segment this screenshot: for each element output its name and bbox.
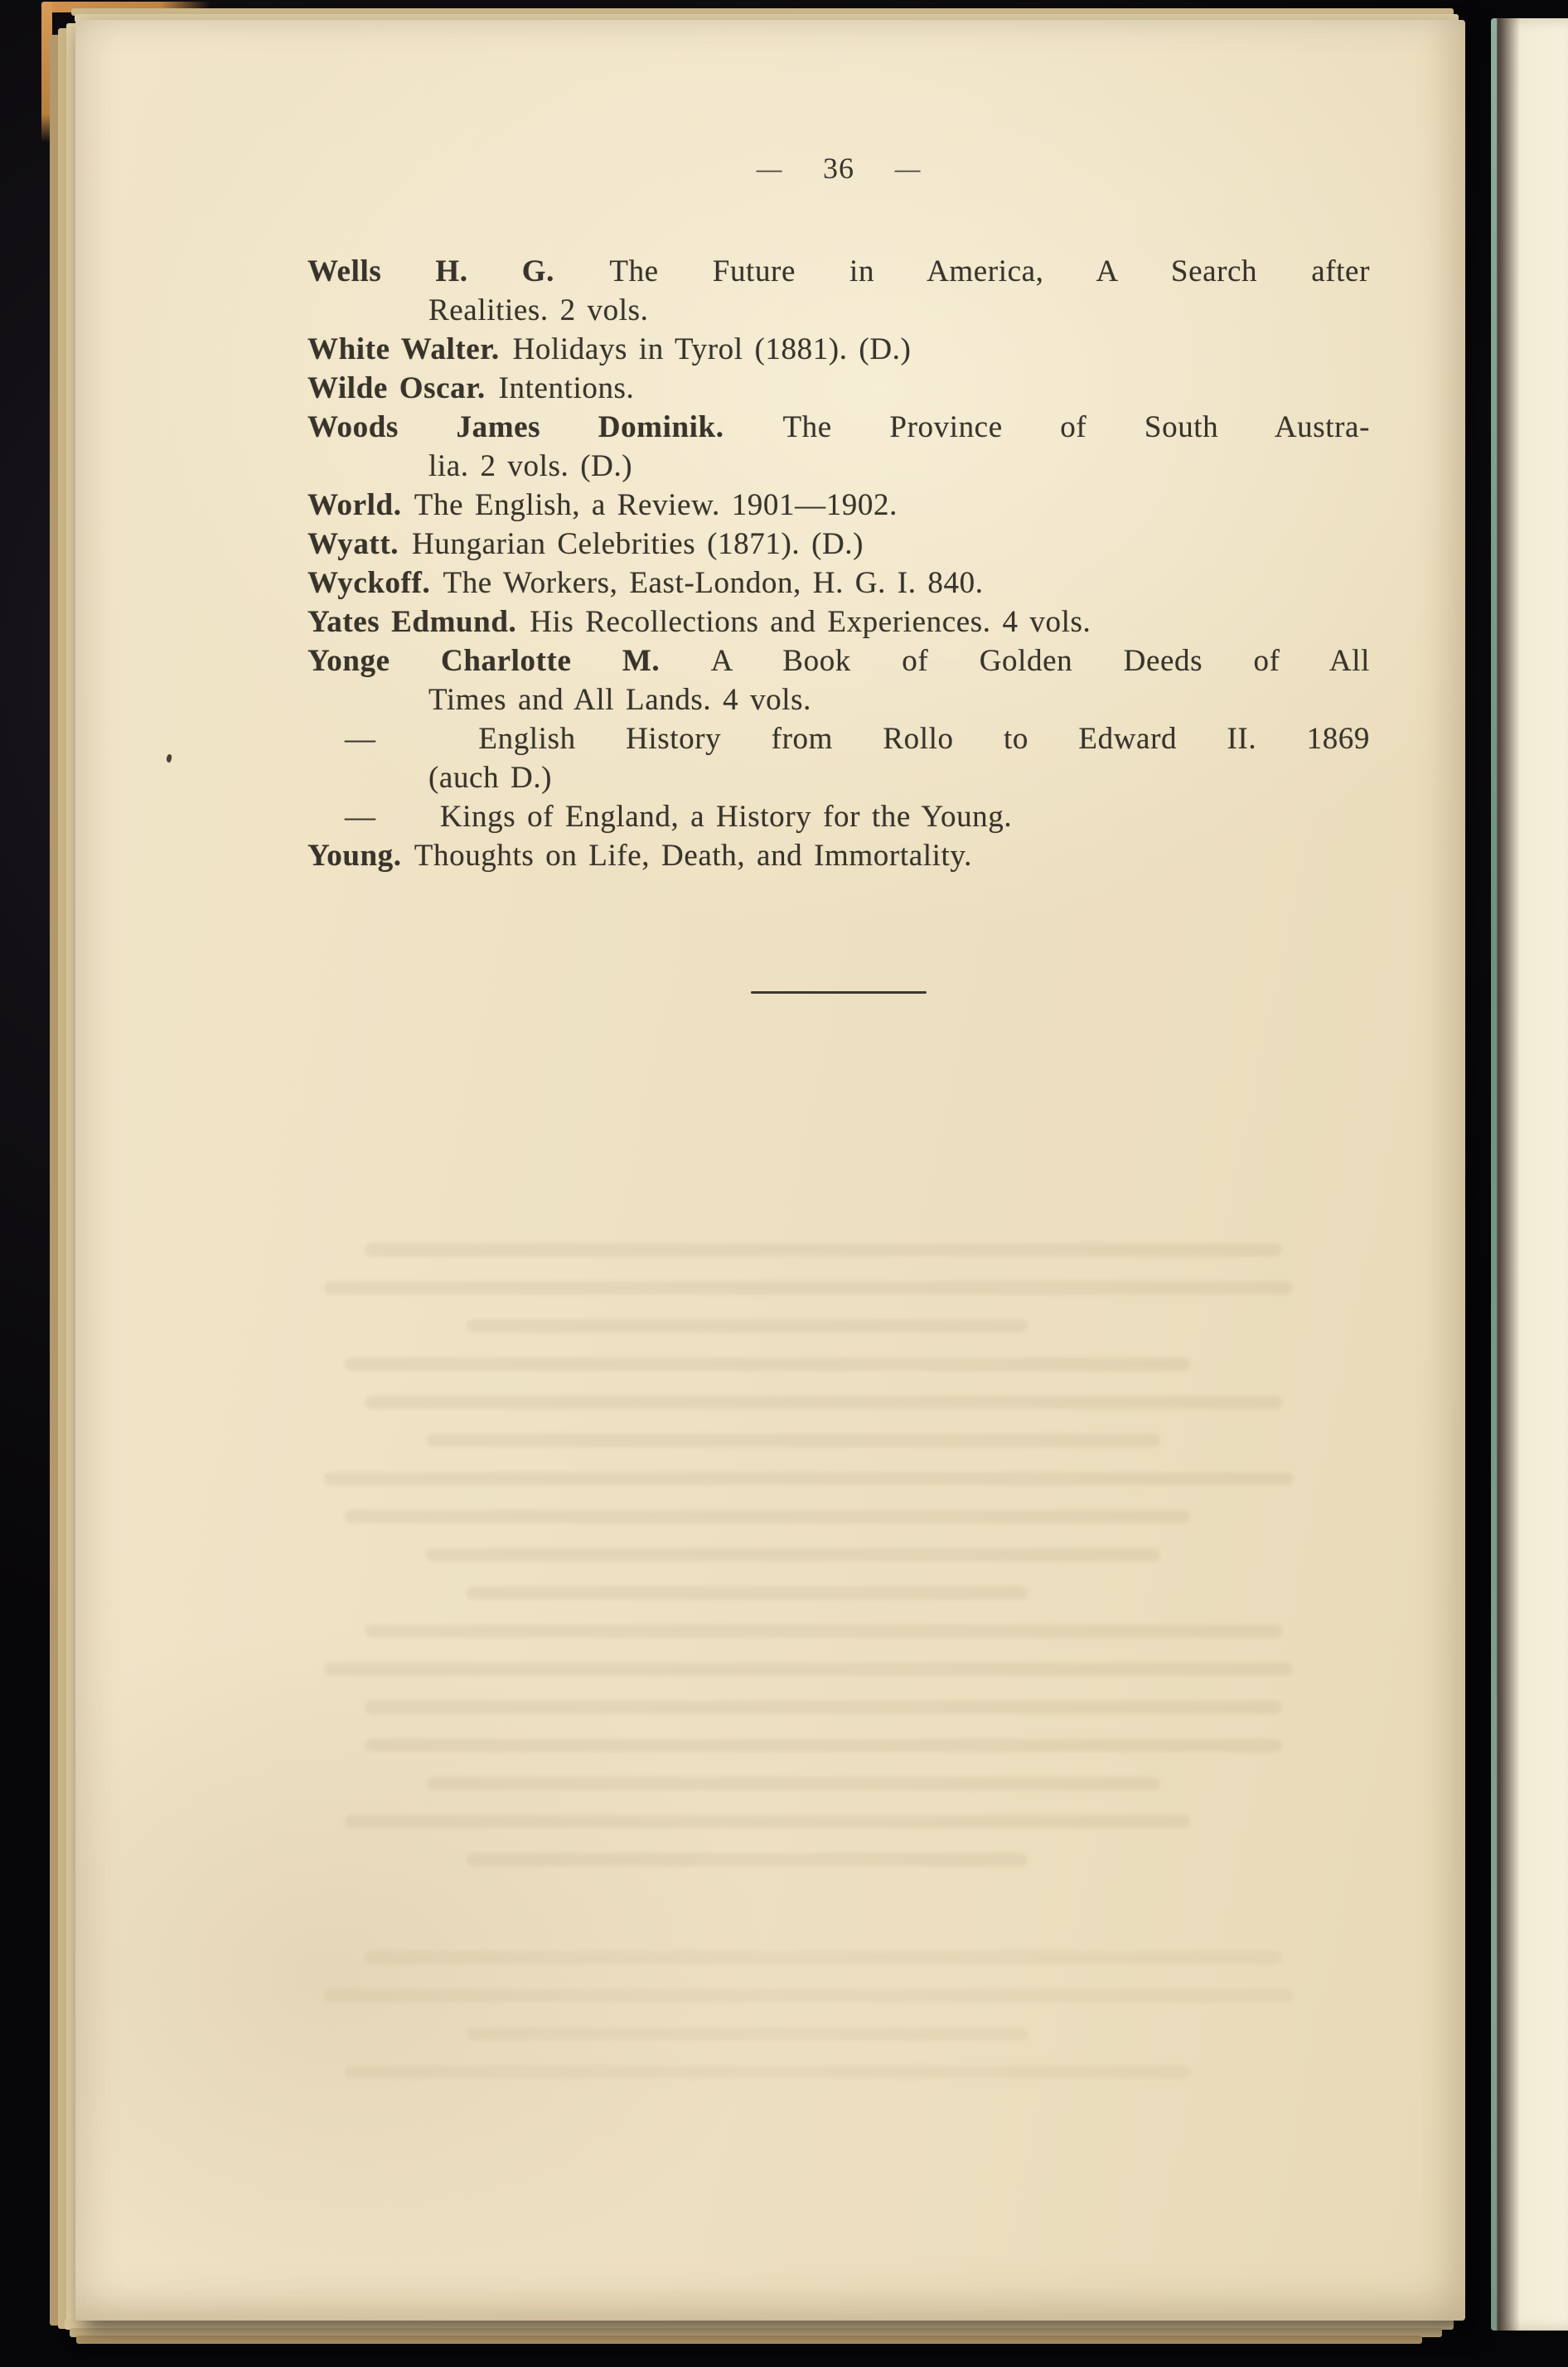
entry-line — [307, 486, 1370, 525]
entry-author: Wilde Oscar. — [307, 371, 486, 405]
catalog-entry — [307, 330, 1370, 369]
entry-text: English History from Rollo to Edward II. 1869 — [428, 722, 1370, 756]
catalog-entry — [307, 369, 1370, 408]
catalog-entry — [307, 603, 1370, 641]
entry-author: Wyckoff. — [307, 566, 431, 600]
entry-author: White Walter. — [307, 332, 500, 366]
entry-text: The English, a Review. 1901—1902. — [403, 488, 898, 522]
page-number: 36 — [823, 152, 854, 185]
catalog-entry — [307, 797, 1370, 836]
entry-line — [345, 719, 1370, 758]
entry-text: (auch D.) — [428, 761, 553, 795]
entry-line — [307, 369, 1370, 408]
header-dash-right: — — [894, 152, 922, 185]
entry-line — [428, 291, 1370, 330]
catalog-entry — [307, 525, 1370, 564]
repeat-author-dash: — — [345, 722, 376, 756]
entry-text: Thoughts on Life, Death, and Immortality. — [403, 839, 972, 873]
header-dash-left: — — [756, 152, 783, 185]
entry-text: Kings of England, a History for the Young. — [428, 800, 1013, 834]
entry-list — [307, 252, 1370, 875]
catalog-entry — [307, 836, 1370, 875]
page-header — [307, 151, 1370, 186]
entry-author: Wells H. G. — [307, 254, 554, 288]
entry-text: Times and All Lands. 4 vols. — [428, 683, 811, 717]
catalog-entry — [307, 641, 1370, 719]
entry-line — [307, 603, 1370, 641]
entry-text: The Workers, East-London, H. G. I. 840. — [432, 566, 984, 600]
ink-speck — [166, 753, 172, 762]
entry-text: Holidays in Tyrol (1881). (D.) — [501, 332, 912, 366]
page-edge-bottom-3 — [76, 2336, 1422, 2344]
facing-page-edge — [1491, 18, 1568, 2331]
entry-author: Woods James Dominik. — [307, 410, 724, 444]
entry-line — [307, 525, 1370, 564]
repeat-author-dash: — — [345, 800, 376, 834]
entry-author: Yates Edmund. — [307, 605, 517, 639]
catalog-entry — [307, 408, 1370, 486]
entry-text: The Future in America, A Search after — [555, 254, 1371, 288]
entry-line — [307, 252, 1371, 291]
entry-text: lia. 2 vols. (D.) — [428, 449, 633, 483]
catalog-entry — [307, 486, 1370, 525]
entry-text: Hungarian Celebrities (1871). (D.) — [400, 527, 864, 561]
entry-line — [307, 330, 1370, 369]
catalog-entry — [307, 252, 1370, 330]
entry-text: His Recollections and Experiences. 4 vols. — [518, 605, 1091, 639]
catalog-entry — [307, 564, 1370, 603]
facing-page-teal-edge — [1491, 18, 1497, 2331]
catalog-entry — [307, 719, 1370, 797]
entry-author: Wyatt. — [307, 527, 399, 561]
entry-author: Young. — [307, 839, 402, 873]
entry-line — [307, 564, 1370, 603]
entry-author: Yonge Charlotte M. — [307, 644, 661, 678]
entry-line — [428, 680, 1370, 719]
entry-text: A Book of Golden Deeds of All — [661, 644, 1370, 678]
entry-text: Intentions. — [486, 371, 635, 405]
entry-author: World. — [307, 488, 402, 522]
entry-line — [307, 836, 1370, 875]
show-through-ghost — [324, 1243, 1343, 1891]
book-page — [75, 20, 1465, 2321]
entry-text: Realities. 2 vols. — [428, 293, 649, 327]
entry-line — [345, 797, 1370, 836]
show-through-ghost-lower — [324, 1951, 1343, 2103]
entry-text: The Province of South Austra- — [725, 410, 1370, 444]
entry-line — [307, 408, 1370, 447]
end-rule — [751, 991, 927, 994]
entry-line — [307, 641, 1370, 680]
entry-line — [428, 447, 1370, 486]
entry-line — [428, 758, 1370, 797]
